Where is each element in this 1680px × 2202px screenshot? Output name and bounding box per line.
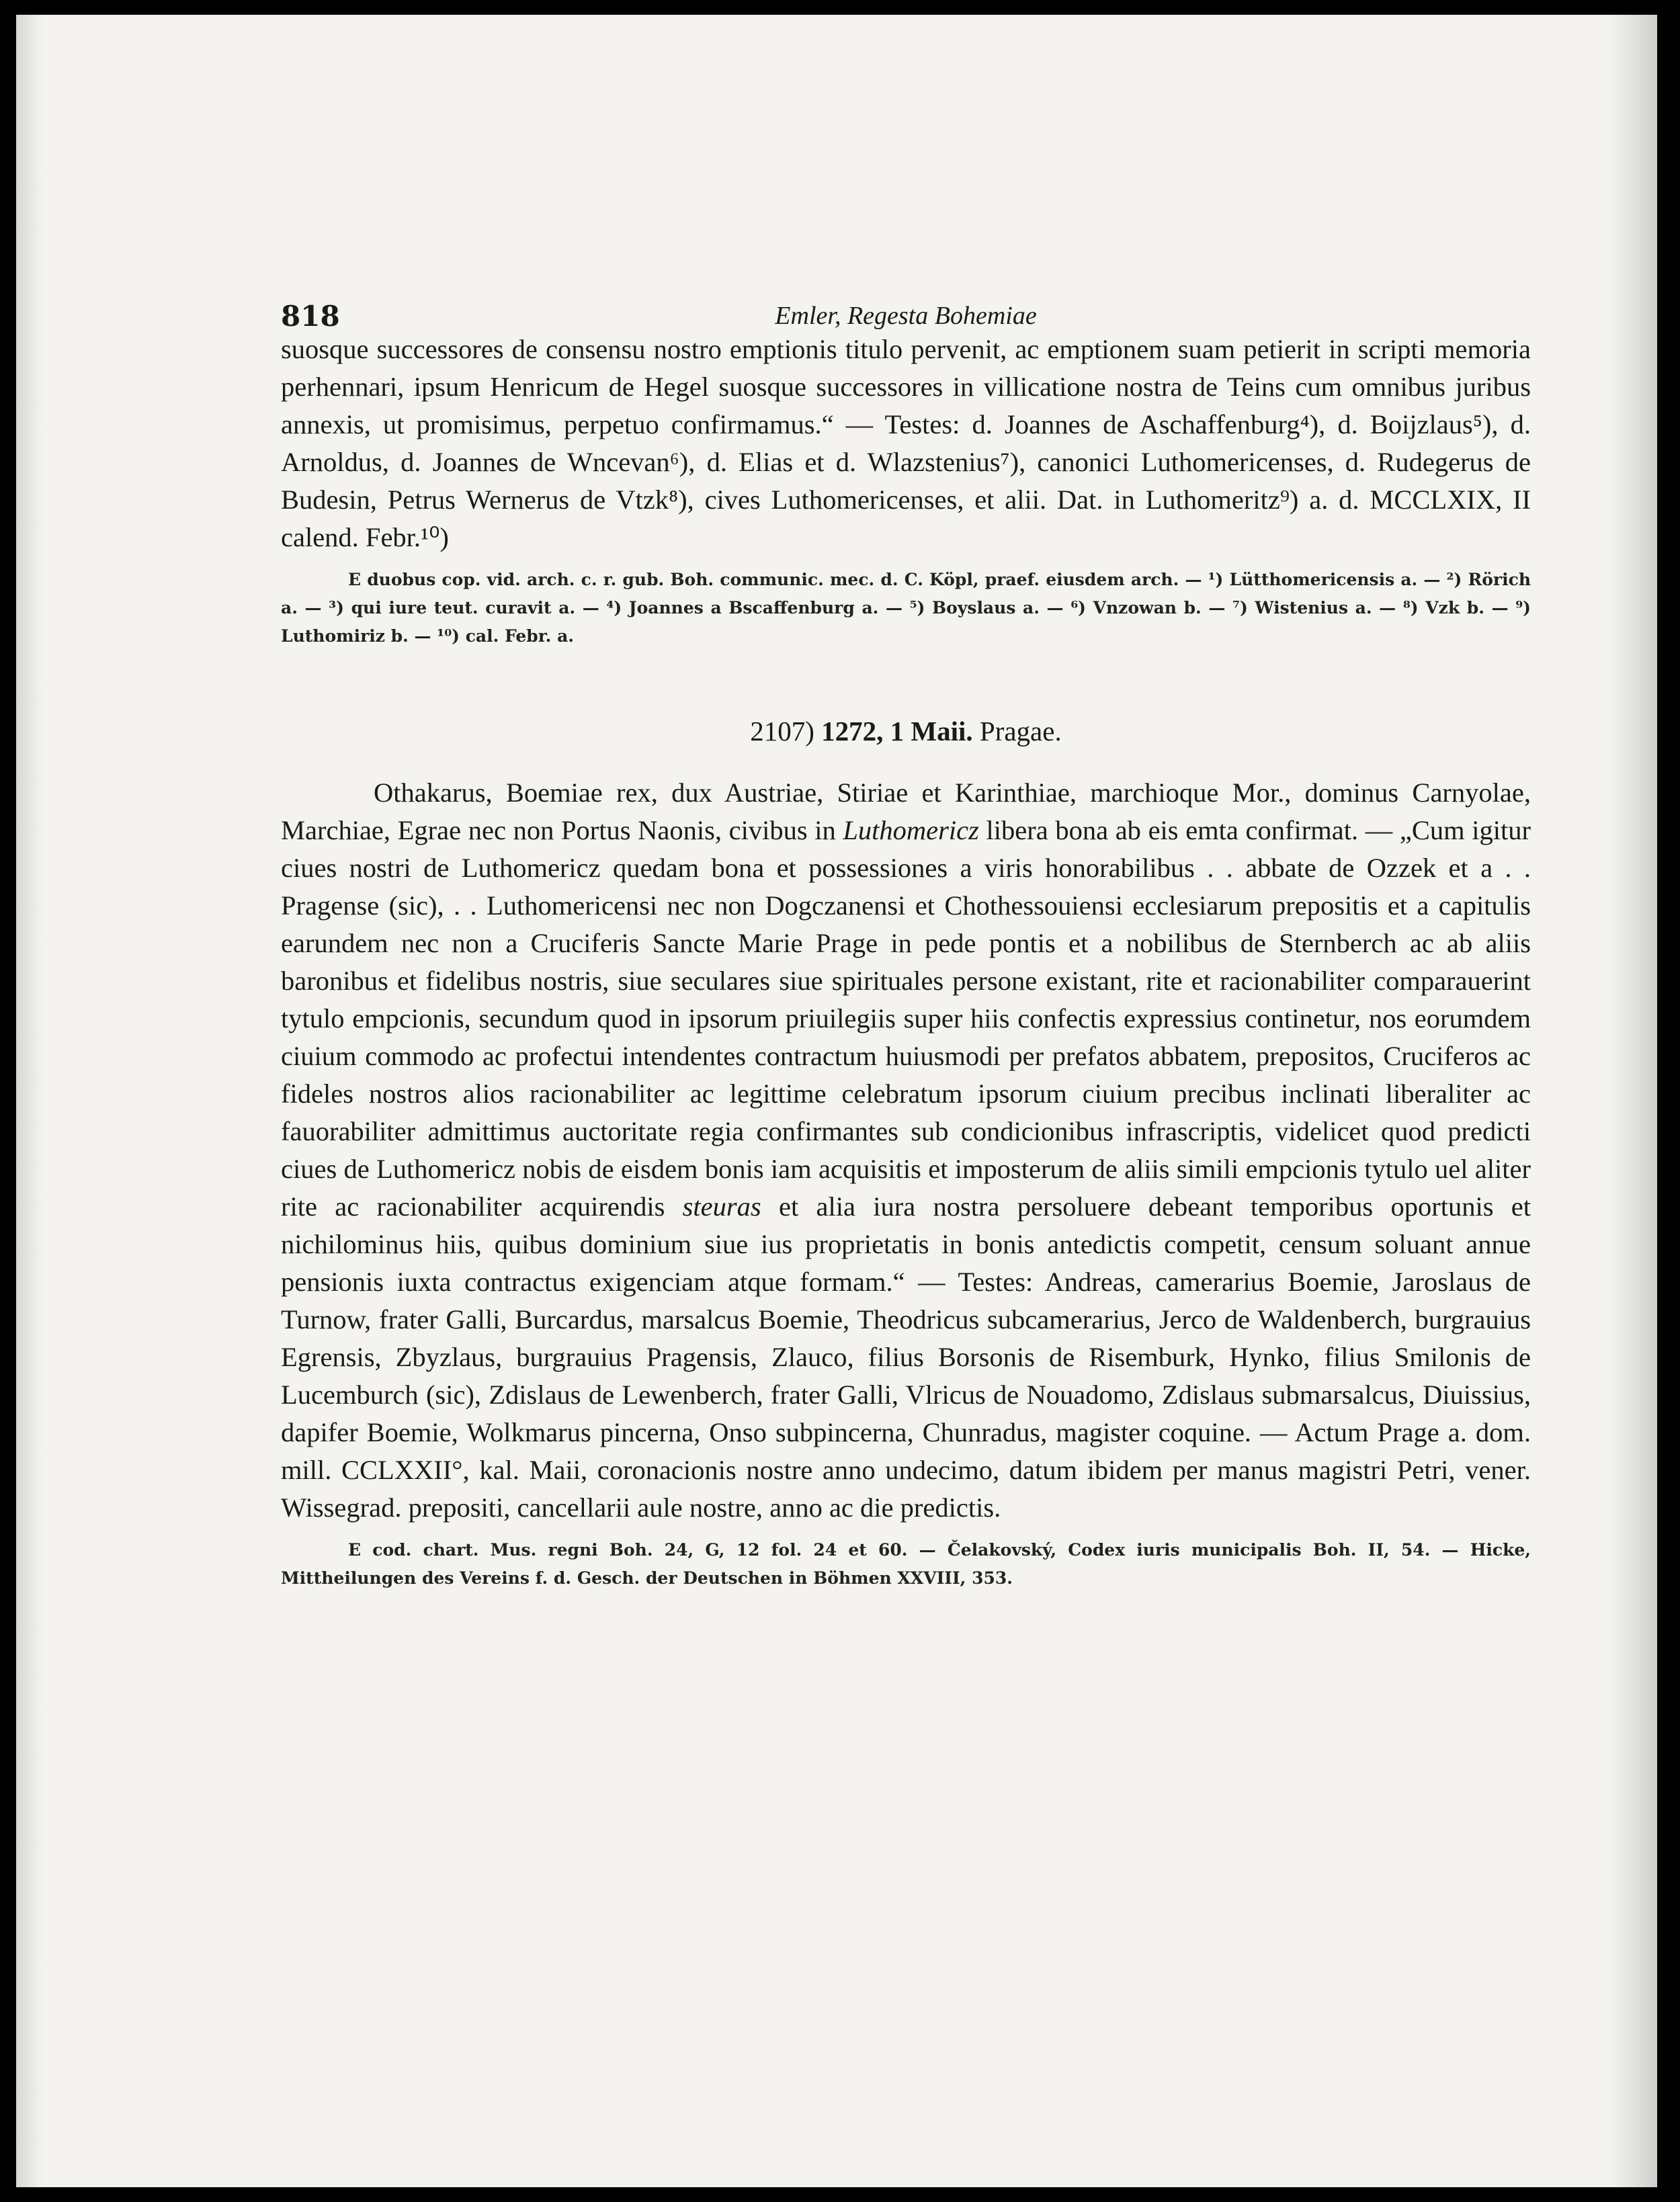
- page-number: 818: [281, 300, 340, 333]
- entry-text-italic-place: Luthomericz: [843, 815, 979, 845]
- entry-text-part2: libera bona ab eis emta confirmat. — „Cum igitur ciues nostri de Luthomericz quedam bona et possessiones a viris honorabilibus . . abbate de Ozzek et a . . Pragense (sic), . . Luthomericensi nec non Dogczanensi et Chothessouiensi ecclesiarum prepositis et a capitulis earundem nec non a Cruciferis Sancte Marie Prage in pede pontis et a nobilibus de Sternberch ac ab aliis baronibus et fidelibus nostris, siue seculares siue spirituales persone existant, rite et racionabiliter comparauerint tytulo empcionis, secundum quod in ipsorum priuilegiis super hiis confectis expressius continetur, nos eorumdem ciuium commodo ac profectui intendentes contractum huiusmodi per prefatos abbatem, prepositos, Cruciferos ac fideles nostros alios racionabiliter ac legittime celebratum ipsorum ciuium precibus inclinati liberaliter ac fauorabiliter admittimus auctoritate regia confirmantes sub condicionibus infrascriptis, videlicet quod predicti ciues de Luthomericz nobis de eisdem bonis iam acquisitis et imposterum de aliis simili empcionis tytulo uel aliter rite ac racionabiliter acquirendis: [281, 815, 1531, 1222]
- entry-text-part1: Othakarus, Boemiae rex, dux Austriae, Stiriae et Karinthiae, marchioque Mor., dominus Carnyolae, Marchiae, Egrae nec non Portus Naonis, civibus in: [281, 777, 1531, 845]
- running-head: [281, 284, 1531, 331]
- continuation-text: [281, 331, 1531, 556]
- entry-heading: [281, 715, 1531, 747]
- entry-text-part3: et alia iura nostra persoluere debeant temporibus oportunis et nichilominus hiis, quibus dominium siue ius proprietatis in bonis antedictis competit, censum soluant annue pensionis iuxta contractus exigenciam atque formam.“ — Testes: Andreas, camerarius Boemie, Jaroslaus de Turnow, frater Galli, Burcardus, marsalcus Boemie, Theodricus subcamerarius, Jerco de Waldenberch, burgrauius Egrensis, Zbyzlaus, burgrauius Pragensis, Zlauco, filius Borsonis de Risemburk, Hynko, filius Smilonis de Lucemburch (sic), Zdislaus de Lewenberch, frater Galli, Vlricus de Nouadomo, Zdislaus submarsalcus, Diuissius, dapifer Boemie, Wolkmarus pincerna, Onso subpincerna, Chunradus, magister coquine. — Actum Prage a. dom. mill. CCLXXII°, kal. Maii, coronacionis nostre anno undecimo, datum ibidem per manus magistri Petri, vener. Wissegrad. prepositi, cancellarii aule nostre, anno ac die predictis.: [281, 1191, 1531, 1523]
- entry-date: 1272, 1 Maii.: [821, 716, 973, 747]
- entry-number: 2107): [750, 716, 814, 747]
- page-edge-shadow-left: [16, 15, 43, 2187]
- scanned-page: [16, 15, 1657, 2187]
- entry-place: Pragae.: [979, 716, 1062, 747]
- page-content: [281, 284, 1531, 1593]
- continuation-footnote: E duobus cop. vid. arch. c. r. gub. Boh. communic. mec. d. C. Köpl, praef. eiusdem arch. — ¹) Lütthomericensis a. — ²) Rörich a. — ³) qui iure teut. curavit a. — ⁴) Joannes a Bscaffenburg a. — ⁵) Boyslaus a. — ⁶) Vnzowan b. — ⁷) Wistenius a. — ⁸) Vzk b. — ⁹) Luthomiriz b. — ¹⁰) cal. Febr. a.: [281, 570, 1531, 646]
- running-title: Emler, Regesta Bohemiae: [775, 302, 1037, 330]
- entry-text: [281, 774, 1531, 1527]
- continuation-paragraph: suosque successores de consensu nostro emptionis titulo pervenit, ac emptionem suam petierit in scripti memoria perhennari, ipsum Henricum de Hegel suosque successores in villicatione nostra de Teins cum omnibus juribus annexis, ut promisimus, perpetuo confirmamus.“ — Testes: d. Joannes de Aschaffenburg⁴), d. Boijzlaus⁵), d. Arnoldus, d. Joannes de Wncevan⁶), d. Elias et d. Wlazstenius⁷), canonici Luthomericenses, d. Rudegerus de Budesin, Petrus Wernerus de Vtzk⁸), cives Luthomericenses, et alii. Dat. in Luthomeritz⁹) a. d. MCCLXIX, II calend. Febr.¹⁰): [281, 334, 1531, 552]
- entry-text-italic-steuras: steuras: [682, 1191, 761, 1222]
- entry-footnote: E cod. chart. Mus. regni Boh. 24, G, 12 fol. 24 et 60. — Čelakovský, Codex iuris municipalis Boh. II, 54. — Hicke, Mittheilungen des Vereins f. d. Gesch. der Deutschen in Böhmen XXVIII, 353.: [281, 1540, 1531, 1588]
- entry-paragraph: [281, 774, 1531, 1527]
- page-edge-shadow-right: [1610, 15, 1657, 2187]
